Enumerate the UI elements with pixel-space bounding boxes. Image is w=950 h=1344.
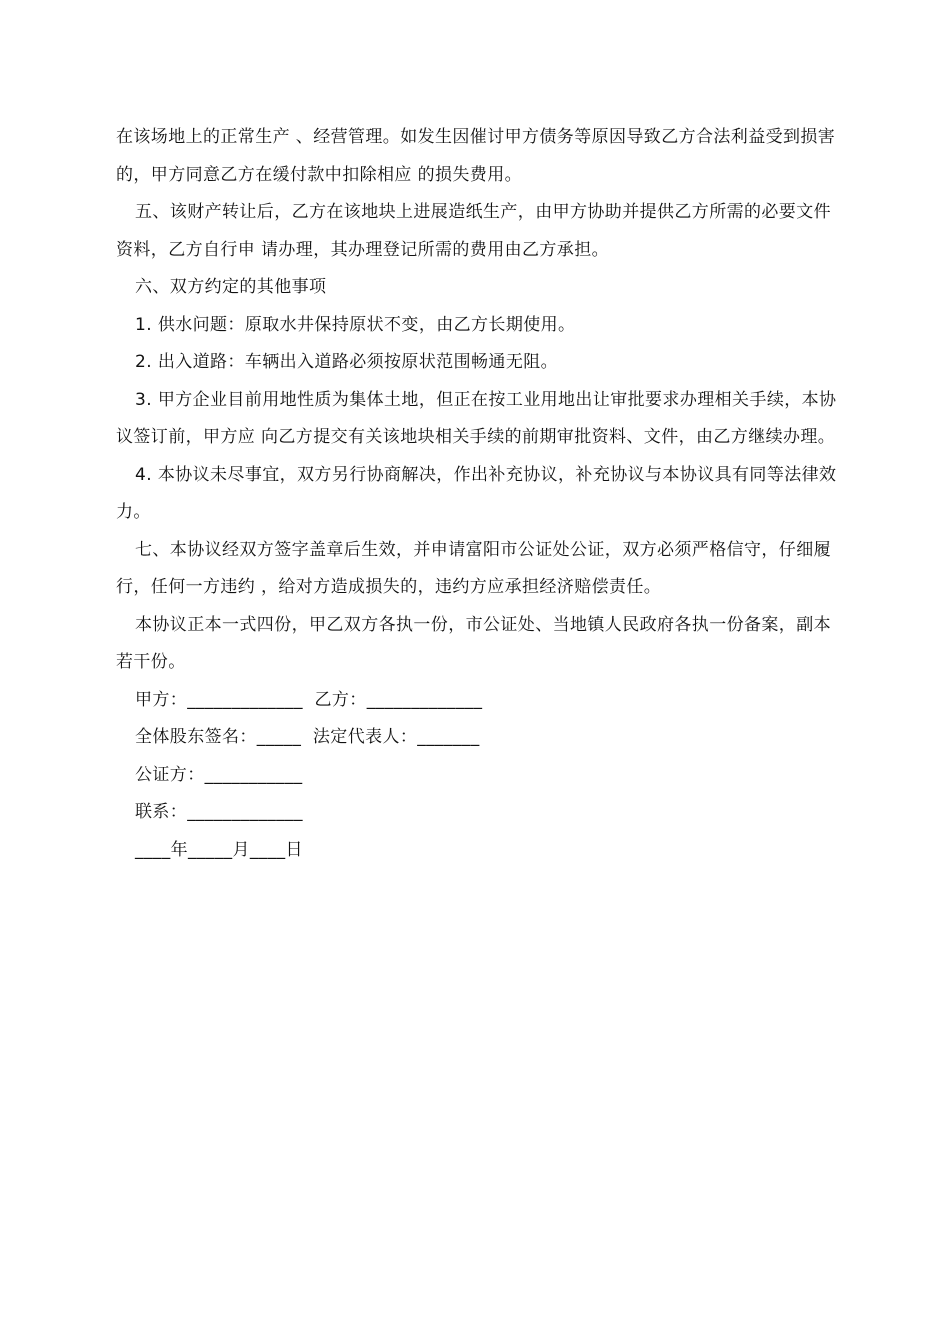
paragraph-4: 1. 供水问题：原取水井保持原状不变，由乙方长期使用。 [135,314,576,335]
paragraph-6: 3. 甲方企业目前用地性质为集体土地，但正在按工业用地出让审批要求办理相关手续，本协议签订前，甲方应 向乙方提交有关该地块相关手续的前期审批资料、文件，由乙方继续办理。 [116,389,837,447]
signature-notary-line: 公证方：___________ [135,764,303,785]
paragraph-5: 2. 出入道路：车辆出入道路必须按原状范围畅通无阻。 [135,352,559,372]
paragraph-9: 本协议正本一式四份，甲乙双方各执一份，市公证处、当地镇人民政府各执一份备案，副本若干份。 [116,614,831,672]
paragraph-8: 七、本协议经双方签字盖章后生效，并申请富阳市公证处公证，双方必须严格信守，仔细履行，任何一方违约 ，给对方造成损失的，违约方应承担经济赔偿责任。 [116,539,831,597]
document-body [116,119,846,869]
signature-shareholder-line: 全体股东签名：_____ 法定代表人：_______ [135,727,480,747]
signature-date-line: ____年_____月____日 [135,839,303,860]
paragraph-2: 五、该财产转让后，乙方在该地块上进展造纸生产，由甲方协助并提供乙方所需的必要文件资料，乙方自行申 请办理，其办理登记所需的费用由乙方承担。 [116,202,831,260]
paragraph-1: 在该场地上的正常生产 、经营管理。如发生因催讨甲方债务等原因导致乙方合法利益受到损害的，甲方同意乙方在缓付款中扣除相应 的损失费用。 [116,127,836,185]
paragraph-3: 六、双方约定的其他事项 [135,277,327,297]
signature-contact-line: 联系：_____________ [135,802,303,822]
signature-party-line: 甲方：_____________ 乙方：_____________ [135,689,483,710]
paragraph-7: 4. 本协议未尽事宜，双方另行协商解决，作出补充协议，补充协议与本协议具有同等法律效力。 [116,464,837,522]
